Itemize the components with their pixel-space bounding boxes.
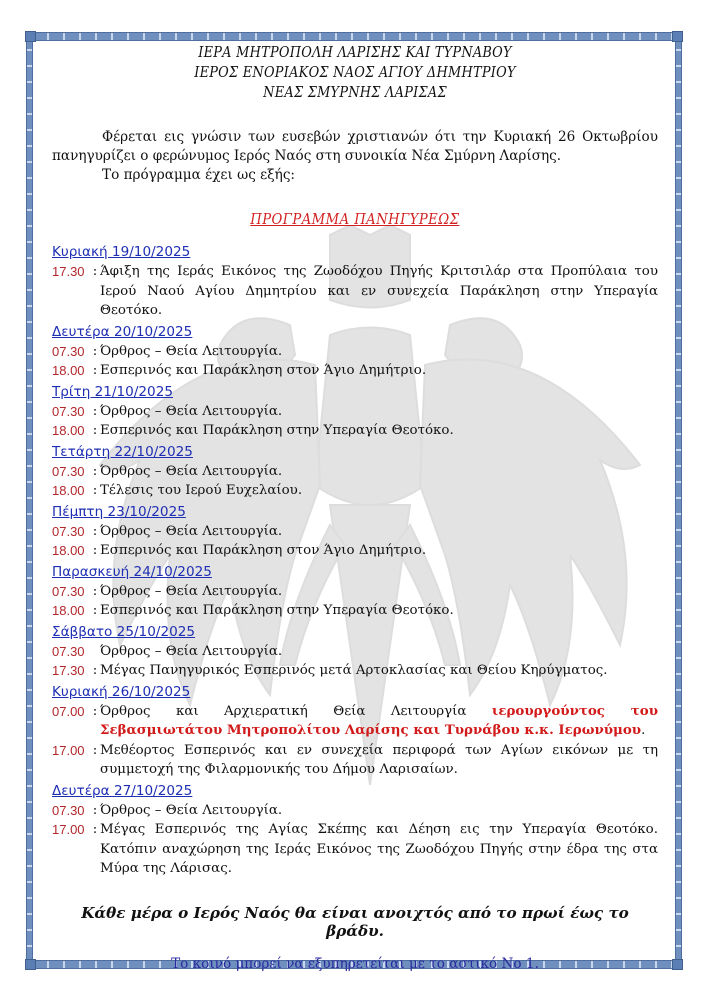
schedule-event <box>52 702 658 741</box>
event-time: 17.30 <box>52 264 85 279</box>
event-description <box>100 262 658 321</box>
document-header <box>52 42 658 102</box>
schedule-event <box>52 642 658 662</box>
schedule-event <box>52 541 658 561</box>
event-text: Άφιξη της Ιεράς Εικόνος της Ζωοδόχου Πηγής Κριτσιλάρ στα Προπύλαια του Ιερού Ναού Αγίου Δημητρίου και εν συνεχεία Παράκληση στην Υπεραγία Θεοτόκο. <box>100 264 658 318</box>
schedule-day <box>52 381 658 441</box>
event-separator: : <box>92 403 98 419</box>
corner-ornament-icon <box>25 959 36 970</box>
schedule-event <box>52 402 658 422</box>
event-description <box>100 361 658 381</box>
event-time: 18.00 <box>52 363 85 378</box>
event-separator: : <box>92 802 98 818</box>
event-separator <box>90 642 100 662</box>
corner-ornament-icon <box>672 31 683 42</box>
schedule-day <box>52 561 658 621</box>
day-title: Σάββατο 25/10/2025 <box>52 623 196 640</box>
schedule-day <box>52 780 658 879</box>
event-separator: : <box>92 483 98 498</box>
schedule-event <box>52 262 658 321</box>
event-text-suffix: . <box>641 723 646 738</box>
schedule-event <box>52 421 658 441</box>
event-description <box>100 741 658 780</box>
event-time: 17.00 <box>52 742 85 758</box>
event-text: Όρθρος – Θεία Λειτουργία. <box>100 403 283 419</box>
schedule-day <box>52 681 658 780</box>
event-time: 18.00 <box>52 603 85 618</box>
event-text: Εσπερινός και Παράκληση στην Υπεραγία Θεοτόκο. <box>100 603 454 618</box>
event-text: Όρθρος – Θεία Λειτουργία. <box>100 643 283 659</box>
event-description <box>100 522 658 542</box>
event-separator: : <box>92 264 98 279</box>
intro-section <box>52 128 658 185</box>
schedule-event <box>52 801 658 821</box>
event-text: Μέγας Πανηγυρικός Εσπερινός μετά Αρτοκλασίας και Θείου Κηρύγματος. <box>100 663 608 678</box>
event-time: 18.00 <box>52 543 85 558</box>
day-title: Τρίτη 21/10/2025 <box>52 383 174 400</box>
header-line-parish: ΝΕΑΣ ΣΜΥΡΝΗΣ ΛΑΡΙΣΑΣ <box>263 83 447 101</box>
schedule-event <box>52 741 658 780</box>
event-separator: : <box>92 363 98 378</box>
event-time: 07.30 <box>52 523 85 539</box>
schedule-event <box>52 342 658 362</box>
event-description <box>100 642 658 662</box>
schedule-day <box>52 501 658 561</box>
transport-notice: Το κοινό μπορεί να εξυπηρετείται με το αστικό Νο 1. <box>171 955 539 972</box>
header-line-church: ΙΕΡΟΣ ΕΝΟΡΙΑΚΟΣ ΝΑΟΣ ΑΓΙΟΥ ΔΗΜΗΤΡΙΟΥ <box>194 63 516 81</box>
event-separator: : <box>92 703 98 719</box>
event-text: Όρθρος – Θεία Λειτουργία. <box>100 802 283 818</box>
event-text: Όρθρος – Θεία Λειτουργία. <box>100 523 283 539</box>
event-separator: : <box>92 663 98 678</box>
schedule-event <box>52 462 658 482</box>
event-time: 18.00 <box>52 423 85 438</box>
event-text: Μεθέορτος Εσπερινός και εν συνεχεία περιφορά των Αγίων εικόνων με τη συμμετοχή της Φιλαρμονικής του Δήμου Λαρισαίων. <box>100 742 658 777</box>
event-description <box>100 801 658 821</box>
event-time: 07.30 <box>52 403 85 419</box>
event-separator: : <box>92 583 98 599</box>
day-title: Δευτέρα 20/10/2025 <box>52 323 193 340</box>
day-title: Κυριακή 19/10/2025 <box>52 244 191 260</box>
schedule-event <box>52 820 658 879</box>
program-title-text: ΠΡΟΓΡΑΜΜΑ ΠΑΝΗΓΥΡΕΩΣ <box>250 210 460 228</box>
schedule-event <box>52 522 658 542</box>
event-time: 07.30 <box>52 643 85 659</box>
event-time: 07.30 <box>52 583 85 599</box>
event-separator: : <box>92 822 98 837</box>
schedule-event <box>52 661 658 681</box>
event-description <box>100 462 658 482</box>
schedule-day <box>52 321 658 381</box>
event-description <box>100 541 658 561</box>
event-description <box>100 661 658 681</box>
schedule-event <box>52 601 658 621</box>
schedule-event <box>52 481 658 501</box>
event-text: Εσπερινός και Παράκληση στον Άγιο Δημήτριο. <box>100 543 427 558</box>
opening-hours-notice: Κάθε μέρα ο Ιερός Ναός θα είναι ανοιχτός από το πρωί έως το βράδυ. <box>81 903 629 940</box>
corner-ornament-icon <box>25 31 36 42</box>
event-description <box>100 582 658 602</box>
event-text: Εσπερινός και Παράκληση στον Άγιο Δημήτριο. <box>100 363 427 378</box>
event-description <box>100 702 658 741</box>
event-time: 07.00 <box>52 703 85 719</box>
program-intro-text: Το πρόγραμμα έχει ως εξής: <box>102 167 296 183</box>
day-title: Δευτέρα 27/10/2025 <box>52 782 193 799</box>
schedule-day <box>52 241 658 321</box>
day-title: Τετάρτη 22/10/2025 <box>52 443 193 460</box>
event-text: Τέλεσις του Ιερού Ευχελαίου. <box>100 483 303 498</box>
event-time: 07.30 <box>52 463 85 479</box>
event-description <box>100 820 658 879</box>
event-separator: : <box>92 523 98 539</box>
event-description <box>100 481 658 501</box>
event-time: 07.30 <box>52 343 85 359</box>
event-separator: : <box>92 742 98 758</box>
header-line-metropolis: ΙΕΡΑ ΜΗΤΡΟΠΟΛΗ ΛΑΡΙΣΗΣ ΚΑΙ ΤΥΡΝΑΒΟΥ <box>198 43 512 61</box>
schedule-list <box>52 241 658 879</box>
schedule-day <box>52 621 658 681</box>
schedule-event <box>52 582 658 602</box>
event-time: 17.00 <box>52 822 85 837</box>
day-title: Παρασκευή 24/10/2025 <box>52 563 212 580</box>
event-time: 17.30 <box>52 663 85 678</box>
event-text: Εσπερινός και Παράκληση στην Υπεραγία Θεοτόκο. <box>100 423 454 438</box>
intro-paragraph: Φέρεται εις γνώσιν των ευσεβών χριστιανών ότι την Κυριακή 26 Οκτωβρίου πανηγυρίζει ο φερώνυμος Ιερός Ναός στη συνοικία Νέα Σμύρνη Λαρίσης. <box>52 129 658 164</box>
event-separator: : <box>92 463 98 479</box>
border-right <box>675 32 682 969</box>
event-description <box>100 402 658 422</box>
event-text: Όρθρος – Θεία Λειτουργία. <box>100 343 283 359</box>
event-text: Όρθρος – Θεία Λειτουργία. <box>100 463 283 479</box>
event-time: 07.30 <box>52 802 85 818</box>
event-separator: : <box>92 423 98 438</box>
event-text: Όρθρος και Αρχιερατική Θεία Λειτουργία <box>100 703 492 719</box>
event-separator: : <box>92 603 98 618</box>
day-title: Πέμπτη 23/10/2025 <box>52 503 186 520</box>
day-title: Κυριακή 26/10/2025 <box>52 683 191 700</box>
corner-ornament-icon <box>672 959 683 970</box>
program-title <box>52 209 658 228</box>
document-content <box>52 40 658 972</box>
event-description <box>100 342 658 362</box>
schedule-day <box>52 441 658 501</box>
border-left <box>26 32 33 969</box>
event-separator: : <box>92 543 98 558</box>
event-time: 18.00 <box>52 483 85 498</box>
event-text: Όρθρος – Θεία Λειτουργία. <box>100 583 283 599</box>
event-separator: : <box>92 343 98 359</box>
event-text: Μέγας Εσπερινός της Αγίας Σκέπης και Δέηση εις την Υπεραγία Θεοτόκο. Κατόπιν αναχώρηση της Ιεράς Εικόνος της Ζωοδόχου Πηγής στην έδρα της στα Μύρα της Λάρισας. <box>100 822 658 876</box>
event-highlight-text: ιερουργούντος του Σεβασμιωτάτου Μητροπολίτου Λαρίσης και Τυρνάβου κ.κ. Ιερωνύμου <box>100 702 658 738</box>
event-description <box>100 601 658 621</box>
schedule-event <box>52 361 658 381</box>
event-description <box>100 421 658 441</box>
